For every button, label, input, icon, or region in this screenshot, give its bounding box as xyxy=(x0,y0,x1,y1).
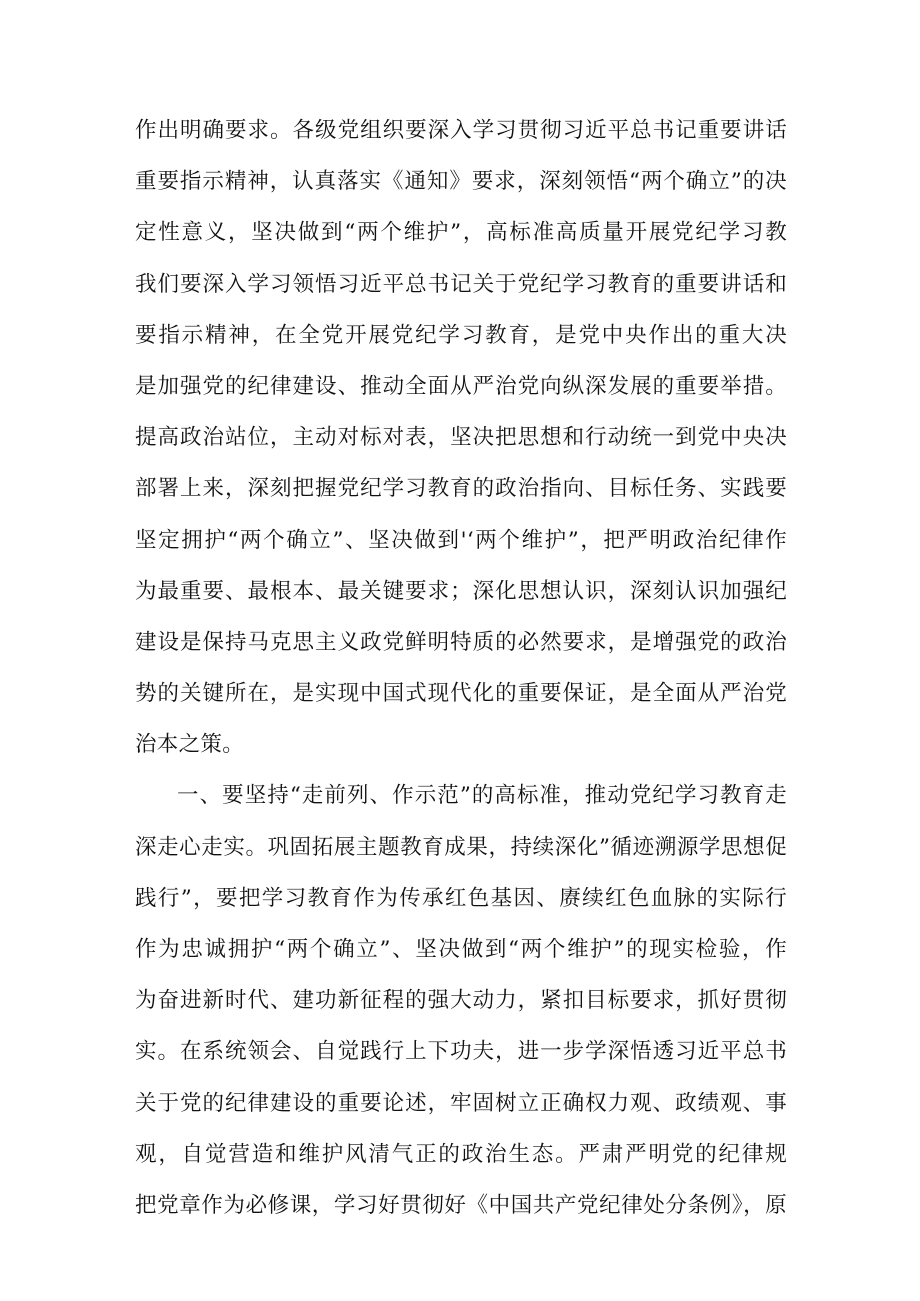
text-line: 观，自觉营造和维护风清气正的政治生态。严肃严明党的纪律规 xyxy=(135,1141,787,1167)
text-line: 实。在系统领会、自觉践行上下功夫，进一步学深悟透习近平总书 xyxy=(135,1039,787,1065)
text-line: 提高政治站位，主动对标对表，坚决把思想和行动统一到党中央决 xyxy=(135,425,787,451)
text-line: 践行”，要把学习教育作为传承红色基因、赓续红色血脉的实际行 xyxy=(135,885,787,911)
text-line: 坚定拥护“两个确立”、坚决做到'‘两个维护”，把严明政治纪律作 xyxy=(135,527,787,553)
text-line: 势的关键所在，是实现中国式现代化的重要保证，是全面从严治党 xyxy=(135,681,787,707)
text-line: 关于党的纪律建设的重要论述，牢固树立正确权力观、政绩观、事 xyxy=(135,1090,787,1116)
text-line: 治本之策。 xyxy=(135,732,245,758)
text-line: 一、要坚持“走前列、作示范”的高标准，推动党纪学习教育走 xyxy=(177,783,787,809)
text-line: 重要指示精神，认真落实《通知》要求，深刻领悟“两个确立”的决 xyxy=(135,169,787,195)
text-line: 我们要深入学习领悟习近平总书记关于党纪学习教育的重要讲话和 xyxy=(135,271,787,297)
text-line: 定性意义，坚决做到“两个维护”，高标准高质量开展党纪学习教 xyxy=(135,220,787,246)
text-line: 作出明确要求。各级党组织要深入学习贯彻习近平总书记重要讲话 xyxy=(135,118,787,143)
text-line: 深走心走实。巩固拓展主题教育成果，持续深化”循迹溯源学思想促 xyxy=(135,834,787,860)
text-line: 部署上来，深刻把握党纪学习教育的政治指向、目标任务、实践要 xyxy=(135,476,787,502)
text-line: 为奋进新时代、建功新征程的强大动力，紧扣目标要求，抓好贯彻 xyxy=(135,988,787,1014)
document-body xyxy=(135,105,787,1231)
text-line: 作为忠诚拥护“两个确立”、坚决做到“两个维护”的现实检验，作 xyxy=(135,937,787,962)
text-line: 建设是保持马克思主义政党鲜明特质的必然要求，是增强党的政治 xyxy=(135,629,787,655)
text-line: 把党章作为必修课，学习好贯彻好《中国共产党纪律处分条例》，原 xyxy=(135,1192,787,1218)
text-line: 是加强党的纪律建设、推动全面从严治党向纵深发展的重要举措。 xyxy=(135,373,787,399)
text-line: 要指示精神，在全党开展党纪学习教育，是党中央作出的重大决 xyxy=(135,322,787,348)
text-line: 为最重要、最根本、最关键要求；深化思想认识，深刻认识加强纪 xyxy=(135,578,787,604)
